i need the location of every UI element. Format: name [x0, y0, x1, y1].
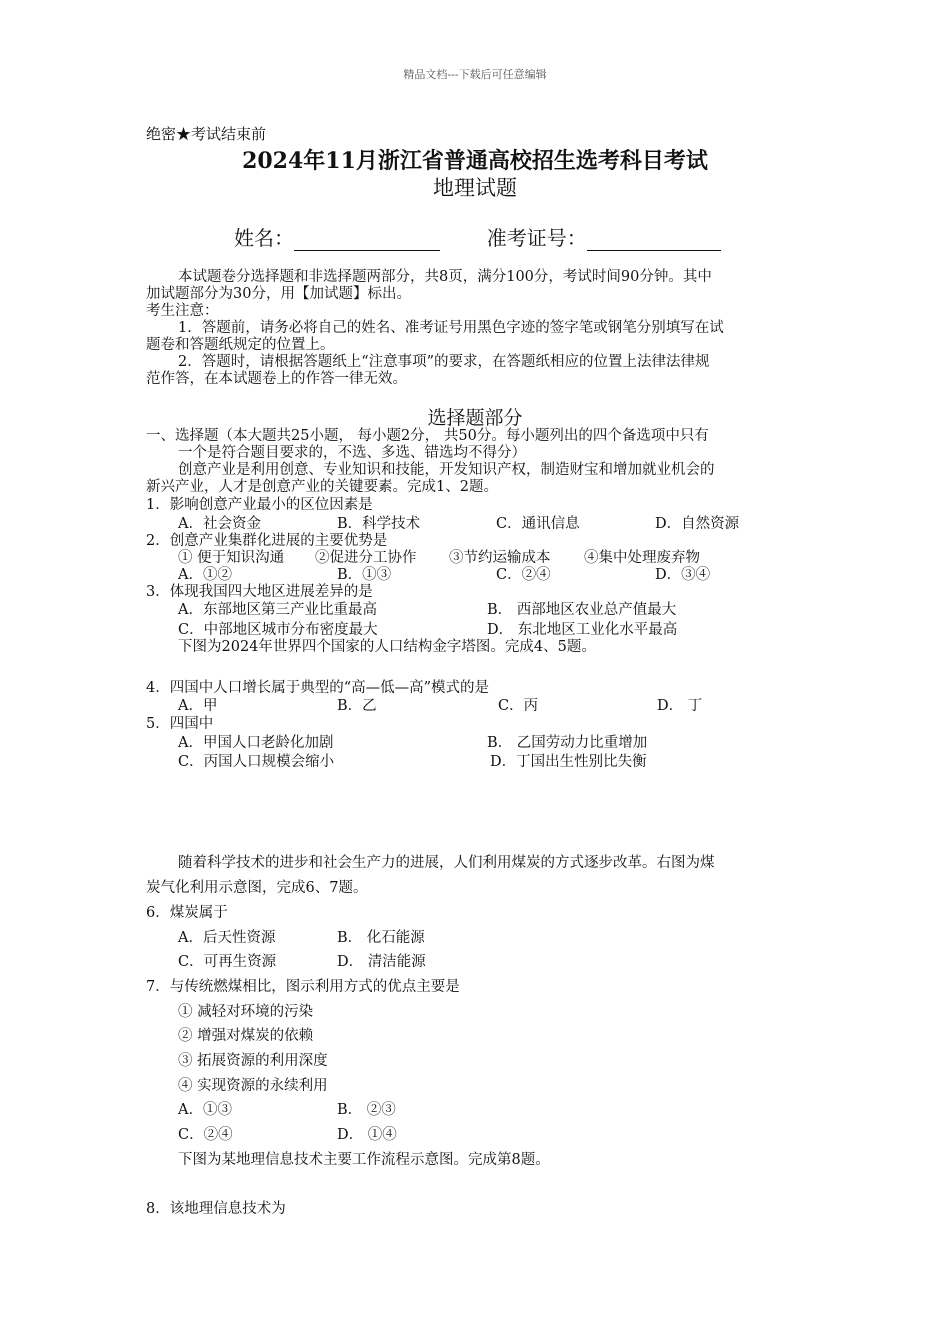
q2-item: ④集中处理废弃物: [584, 550, 700, 566]
q7-option-a: A．①③: [178, 1102, 232, 1118]
passage-line: 创意产业是利用创意、专业知识和技能，开发知识产权，制造财宝和增加就业机会的: [178, 462, 715, 478]
question-7-stem: 7．与传统燃煤相比，图示利用方式的优点主要是: [146, 979, 460, 995]
q3-option-a: A．东部地区第三产业比重最高: [178, 602, 377, 618]
q6-option-d: D． 清洁能源: [337, 954, 426, 970]
q4-option-c: C．丙: [498, 698, 539, 714]
q2-item: ③节约运输成本: [449, 550, 551, 566]
part-instruction: 一、选择题（本大题共25小题， 每小题2分， 共50分。每小题列出的四个备选项中只有: [146, 428, 709, 444]
q5-option-d: D．丁国出生性别比失衡: [490, 754, 647, 770]
question-5-stem: 5．四国中: [146, 716, 214, 732]
part-instruction: 一个是符合题目要求的，不选、多选、错选均不得分）: [178, 445, 526, 461]
exam-title: 2024年11月浙江省普通高校招生选考科目考试: [242, 148, 708, 174]
question-2-stem: 2．创意产业集群化进展的主要优势是: [146, 533, 388, 549]
candidate-info-row: [234, 222, 721, 251]
q7-item: ③ 拓展资源的利用深度: [178, 1053, 328, 1069]
q1-option-d: D．自然资源: [655, 516, 740, 532]
confidential-mark: 绝密★考试结束前: [146, 125, 267, 143]
question-8-stem: 8．该地理信息技术为: [146, 1201, 286, 1217]
question-3-stem: 3．体现我国四大地区进展差异的是: [146, 584, 373, 600]
name-label: 姓名：: [234, 226, 294, 250]
passage-line: 新兴产业，人才是创意产业的关键要素。完成1、2题。: [146, 479, 498, 495]
q7-item: ② 增强对煤炭的依赖: [178, 1028, 314, 1044]
id-blank: [587, 230, 721, 251]
q6-option-a: A．后天性资源: [178, 930, 276, 946]
intro-line: 2．答题时，请根据答题纸上“注意事项”的要求，在答题纸相应的位置上法律法律规: [178, 354, 710, 370]
question-4-stem: 4．四国中人口增长属于典型的“高—低—高”模式的是: [146, 680, 490, 696]
q4-option-a: A．甲: [178, 698, 218, 714]
q1-option-a: A．社会资金: [178, 516, 261, 532]
exam-subject: 地理试题: [433, 176, 517, 200]
question-1-stem: 1．影响创意产业最小的区位因素是: [146, 497, 373, 513]
q1-option-c: C．通讯信息: [496, 516, 580, 532]
q2-option-d: D．③④: [655, 567, 711, 583]
q6-option-c: C．可再生资源: [178, 954, 277, 970]
intro-line: 范作答，在本试题卷上的作答一律无效。: [146, 371, 407, 387]
passage-line: 炭气化利用示意图，完成6、7题。: [146, 880, 368, 896]
id-label: 准考证号：: [486, 226, 587, 250]
q2-item: ① 便于知识沟通: [178, 550, 285, 566]
section-title: 选择题部分: [427, 407, 523, 429]
page-header: 精品文档---下载后可任意编辑: [403, 68, 547, 81]
q2-item: ②促进分工协作: [315, 550, 417, 566]
intro-line: 加试题部分为30分，用【加试题】标出。: [146, 286, 411, 302]
q2-option-a: A．①②: [178, 567, 232, 583]
q6-option-b: B． 化石能源: [337, 930, 425, 946]
q4-option-b: B．乙: [337, 698, 377, 714]
q5-option-c: C．丙国人口规模会缩小: [178, 754, 335, 770]
passage-line: 下图为2024年世界四个国家的人口结构金字塔图。完成4、5题。: [178, 639, 596, 655]
passage-line: 随着科学技术的进步和社会生产力的进展，人们利用煤炭的方式逐步改革。右图为煤: [178, 855, 715, 871]
q1-option-b: B．科学技术: [337, 516, 421, 532]
q7-option-b: B． ②③: [337, 1102, 396, 1118]
intro-line: 考生注意：: [146, 303, 219, 319]
q5-option-b: B． 乙国劳动力比重增加: [487, 735, 648, 751]
q7-option-c: C．②④: [178, 1127, 233, 1143]
intro-line: 本试题卷分选择题和非选择题两部分，共8页，满分100分，考试时间90分钟。其中: [178, 269, 712, 285]
q3-option-c: C．中部地区城市分布密度最大: [178, 622, 378, 638]
q3-option-b: B． 西部地区农业总产值最大: [487, 602, 677, 618]
q3-option-d: D． 东北地区工业化水平最高: [487, 622, 678, 638]
q2-option-b: B．①③: [337, 567, 392, 583]
q2-option-c: C．②④: [496, 567, 551, 583]
name-blank: [294, 230, 440, 251]
q7-option-d: D． ①④: [337, 1127, 397, 1143]
passage-line: 下图为某地理信息技术主要工作流程示意图。完成第8题。: [178, 1152, 550, 1168]
q5-option-a: A．甲国人口老龄化加剧: [178, 735, 334, 751]
intro-line: 1．答题前，请务必将自己的姓名、准考证号用黑色字迹的签字笔或钢笔分别填写在试: [178, 320, 724, 336]
intro-line: 题卷和答题纸规定的位置上。: [146, 337, 335, 353]
q7-item: ④ 实现资源的永续利用: [178, 1078, 328, 1094]
q7-item: ① 减轻对环境的污染: [178, 1004, 314, 1020]
q4-option-d: D． 丁: [657, 698, 703, 714]
question-6-stem: 6．煤炭属于: [146, 905, 228, 921]
